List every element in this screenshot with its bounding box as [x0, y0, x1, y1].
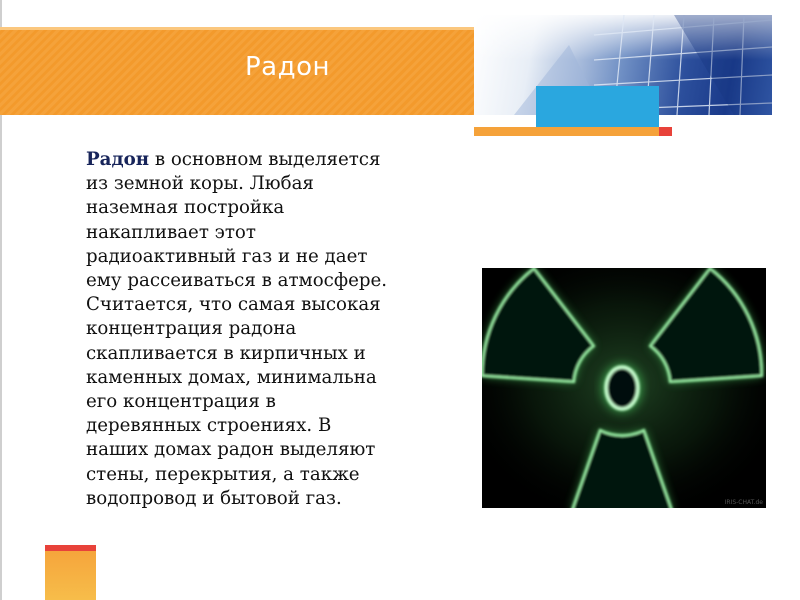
body-text [86, 148, 462, 511]
body-line: водопровод и бытовой газ. [86, 487, 342, 509]
body-line: накапливает этот [86, 221, 256, 243]
red-accent-square [659, 127, 672, 136]
body-line: стены, перекрытия, а также [86, 463, 360, 485]
body-line: наземная постройка [86, 197, 285, 219]
body-line: его концентрация в [86, 391, 276, 413]
body-lead-word: Радон [86, 149, 150, 170]
body-line: скапливается в кирпичных и [86, 342, 366, 364]
body-line: Считается, что самая высокая [86, 294, 381, 316]
bottom-left-accent-stripe [45, 545, 96, 551]
body-line: из земной коры. Любая [86, 173, 314, 195]
body-line: деревянных строениях. В [86, 415, 332, 437]
image-watermark: IRIS-CHAT.de [724, 499, 763, 506]
slide-title: Радон [245, 52, 330, 82]
body-line-1 [86, 148, 462, 172]
radiation-image [482, 268, 766, 508]
body-line: радиоактивный газ и не дает [86, 245, 368, 267]
body-line: концентрация радона [86, 318, 297, 340]
body-line: ему рассеиваться в атмосфере. [86, 270, 388, 292]
body-line: наших домах радон выделяют [86, 439, 376, 461]
radiation-trefoil-icon [482, 268, 766, 508]
body-line: каменных домах, минимальна [86, 366, 377, 388]
blue-accent-block [536, 86, 659, 127]
orange-accent-strip [474, 127, 659, 136]
body-line-1-rest: в основном выделяется [149, 149, 381, 170]
bottom-left-accent-block [45, 545, 96, 600]
